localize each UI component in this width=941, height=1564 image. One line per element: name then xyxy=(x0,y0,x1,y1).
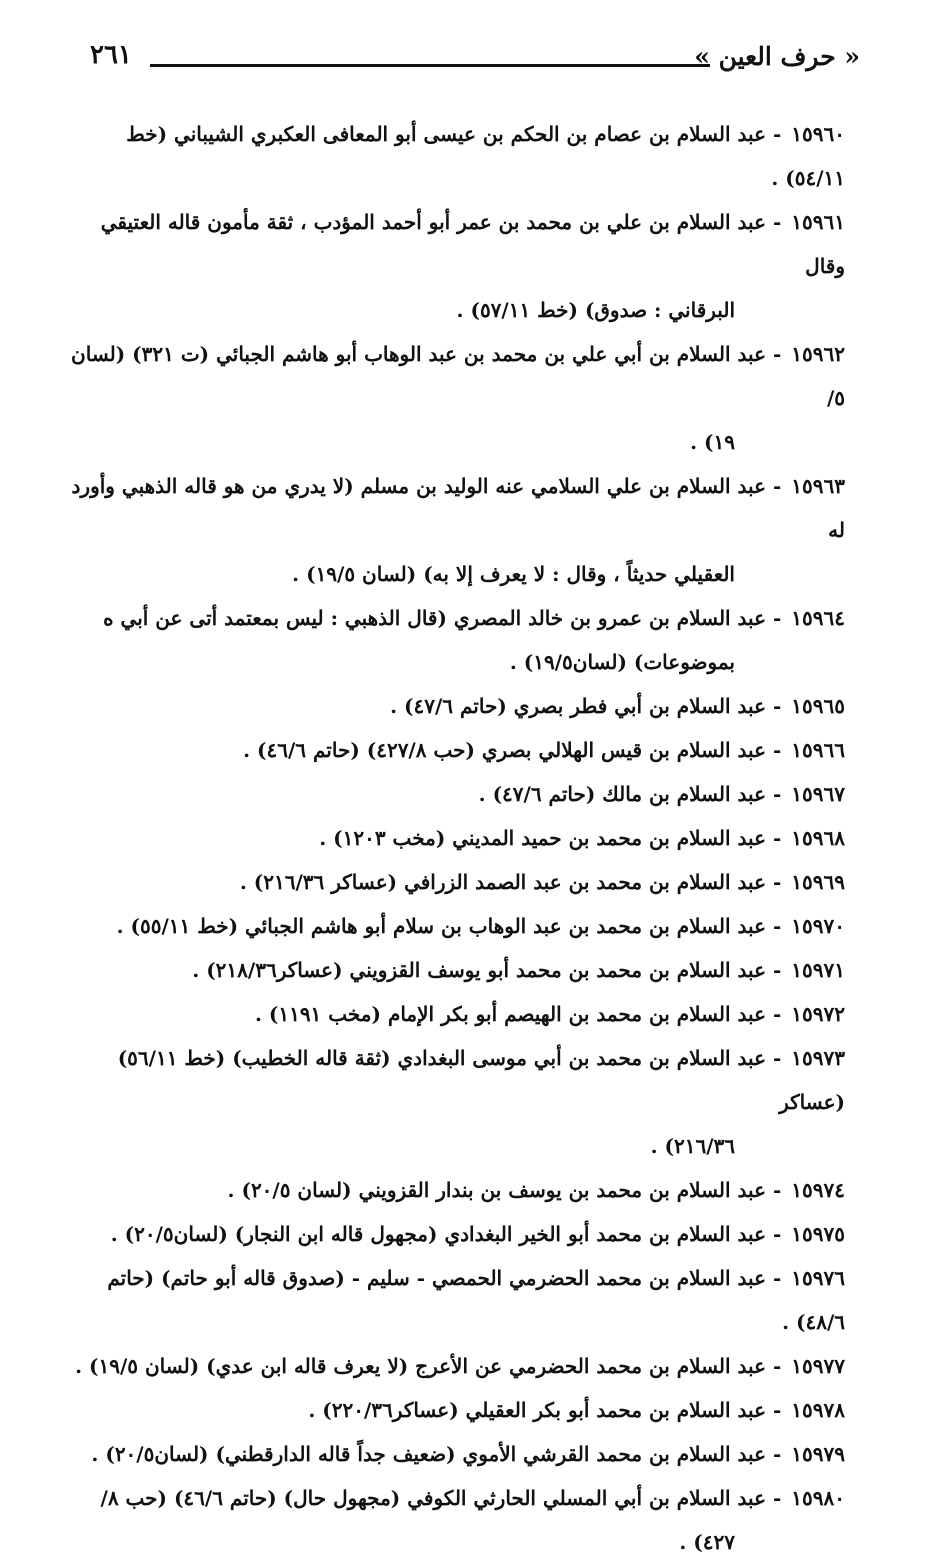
entry-number: ١٥٩٦١ xyxy=(791,210,845,234)
entry-number: ١٥٩٧٩ xyxy=(791,1442,845,1466)
list-item xyxy=(70,948,845,992)
list-item xyxy=(70,1168,845,1212)
entry-number: ١٥٩٧٦ xyxy=(791,1266,845,1290)
entry-number: ١٥٩٦٠ xyxy=(791,122,845,146)
entry-text: - عبد السلام بن محمد بن حميد المديني (مخب ١٢٠٣) . xyxy=(319,826,782,850)
entry-number: ١٥٩٧٠ xyxy=(791,914,845,938)
page-number: ٢٦١ xyxy=(90,40,132,70)
entry-text: - عبد السلام بن عمرو بن خالد المصري (قال الذهبي : ليس بمعتمد أتى عن أبي ه xyxy=(103,606,782,630)
entry-text: - عبد السلام بن محمد أبو الخير البغدادي (مجهول قاله ابن النجار) (لسان٢٠/٥) . xyxy=(110,1222,782,1246)
list-item xyxy=(70,992,845,1036)
entry-continuation: البرقاني : صدوق) (خط ٥٧/١١) . xyxy=(456,298,735,322)
entry-text: - عبد السلام بن محمد بن عبد الصمد الزرافي (عساكر ٢١٦/٣٦) . xyxy=(239,870,782,894)
entry-continuation: ١٩) . xyxy=(690,430,735,454)
entry-text: - عبد السلام بن مالك (حاتم ٤٧/٦) . xyxy=(478,782,782,806)
list-item xyxy=(70,1256,845,1344)
section-title: « حرف العين » xyxy=(694,42,860,71)
entry-text: - عبد السلام بن محمد بن عبد الوهاب بن سلام أبو هاشم الجبائي (خط ٥٥/١١) . xyxy=(116,914,782,938)
list-item xyxy=(70,112,845,200)
entry-number: ١٥٩٦٩ xyxy=(791,870,845,894)
entry-number: ١٥٩٦٦ xyxy=(791,738,845,762)
entries-list xyxy=(70,112,845,1564)
entry-number: ١٥٩٦٨ xyxy=(791,826,845,850)
entry-continuation: بموضوعات) (لسان١٩/٥) . xyxy=(509,650,735,674)
list-item xyxy=(70,1036,845,1168)
entry-number: ١٥٩٧٢ xyxy=(791,1002,845,1026)
list-item xyxy=(70,332,845,464)
entry-text: - عبد السلام بن أبي فطر بصري (حاتم ٤٧/٦) . xyxy=(390,694,782,718)
entry-text: - عبد السلام بن عصام بن الحكم بن عيسى أبو المعافى العكبري الشيباني (خط ٥٤/١١) . xyxy=(126,122,845,190)
list-item xyxy=(70,904,845,948)
list-item xyxy=(70,200,845,332)
list-item xyxy=(70,860,845,904)
entry-text: - عبد السلام بن محمد القرشي الأموي (ضعيف جداً قاله الدارقطني) (لسان٢٠/٥) . xyxy=(91,1442,782,1466)
entry-text: - عبد السلام بن محمد بن يوسف بن بندار القزويني (لسان ٢٠/٥) . xyxy=(227,1178,782,1202)
list-item xyxy=(70,1476,845,1564)
entry-continuation: ٢١٦/٣٦) . xyxy=(650,1134,735,1158)
entry-number: ١٥٩٦٥ xyxy=(791,694,845,718)
header-rule xyxy=(150,64,710,67)
entry-text: - عبد السلام بن محمد الحضرمي الحمصي - سليم - (صدوق قاله أبو حاتم) (حاتم ٤٨/٦) . xyxy=(107,1266,845,1334)
entry-number: ١٥٩٦٤ xyxy=(791,606,845,630)
list-item xyxy=(70,1388,845,1432)
entry-text: - عبد السلام بن أبي علي بن محمد بن عبد الوهاب أبو هاشم الجبائي (ت ٣٢١) (لسان ٥/ xyxy=(71,342,845,410)
entry-text: - عبد السلام بن محمد بن الهيصم أبو بكر الإمام (مخب ١١٩١) . xyxy=(254,1002,782,1026)
list-item xyxy=(70,1344,845,1388)
entry-number: ١٥٩٦٢ xyxy=(791,342,845,366)
list-item xyxy=(70,772,845,816)
entry-text: - عبد السلام بن علي السلامي عنه الوليد بن مسلم (لا يدري من هو قاله الذهبي وأورد له xyxy=(71,474,845,542)
entry-continuation: العقيلي حديثاً ، وقال : لا يعرف إلا به) (لسان ١٩/٥) . xyxy=(292,562,735,586)
list-item xyxy=(70,464,845,596)
list-item xyxy=(70,728,845,772)
entry-number: ١٥٩٧٧ xyxy=(791,1354,845,1378)
entry-number: ١٥٩٧٣ xyxy=(791,1046,845,1070)
list-item xyxy=(70,1212,845,1256)
page-header xyxy=(80,40,860,90)
entry-number: ١٥٩٧٨ xyxy=(791,1398,845,1422)
entry-text: - عبد السلام بن علي بن محمد بن عمر أبو أحمد المؤدب ، ثقة مأمون قاله العتيقي وقال xyxy=(100,210,845,278)
list-item xyxy=(70,816,845,860)
entry-text: - عبد السلام بن أبي المسلي الحارثي الكوفي (مجهول حال) (حاتم ٤٦/٦) (حب ٨/ xyxy=(100,1486,782,1510)
entry-text: - عبد السلام بن محمد بن محمد أبو يوسف القزويني (عساكر٢١٨/٣٦) . xyxy=(192,958,782,982)
entry-number: ١٥٩٦٧ xyxy=(791,782,845,806)
entry-text: - عبد السلام بن محمد الحضرمي عن الأعرج (لا يعرف قاله ابن عدي) (لسان ١٩/٥) . xyxy=(75,1354,782,1378)
entry-number: ١٥٩٧١ xyxy=(791,958,845,982)
entry-number: ١٥٩٧٤ xyxy=(791,1178,845,1202)
entry-number: ١٥٩٨٠ xyxy=(791,1486,845,1510)
list-item xyxy=(70,1432,845,1476)
entry-number: ١٥٩٧٥ xyxy=(791,1222,845,1246)
entry-continuation: ٤٢٧) . xyxy=(679,1530,735,1554)
entry-text: - عبد السلام بن محمد بن أبي موسى البغدادي (ثقة قاله الخطيب) (خط ٥٦/١١) (عساكر xyxy=(117,1046,845,1114)
entry-text: - عبد السلام بن محمد أبو بكر العقيلي (عساكر٢٢٠/٣٦) . xyxy=(308,1398,782,1422)
entry-text: - عبد السلام بن قيس الهلالي بصري (حب ٤٢٧/٨) (حاتم ٤٦/٦) . xyxy=(243,738,782,762)
entry-number: ١٥٩٦٣ xyxy=(791,474,845,498)
list-item xyxy=(70,684,845,728)
list-item xyxy=(70,596,845,684)
